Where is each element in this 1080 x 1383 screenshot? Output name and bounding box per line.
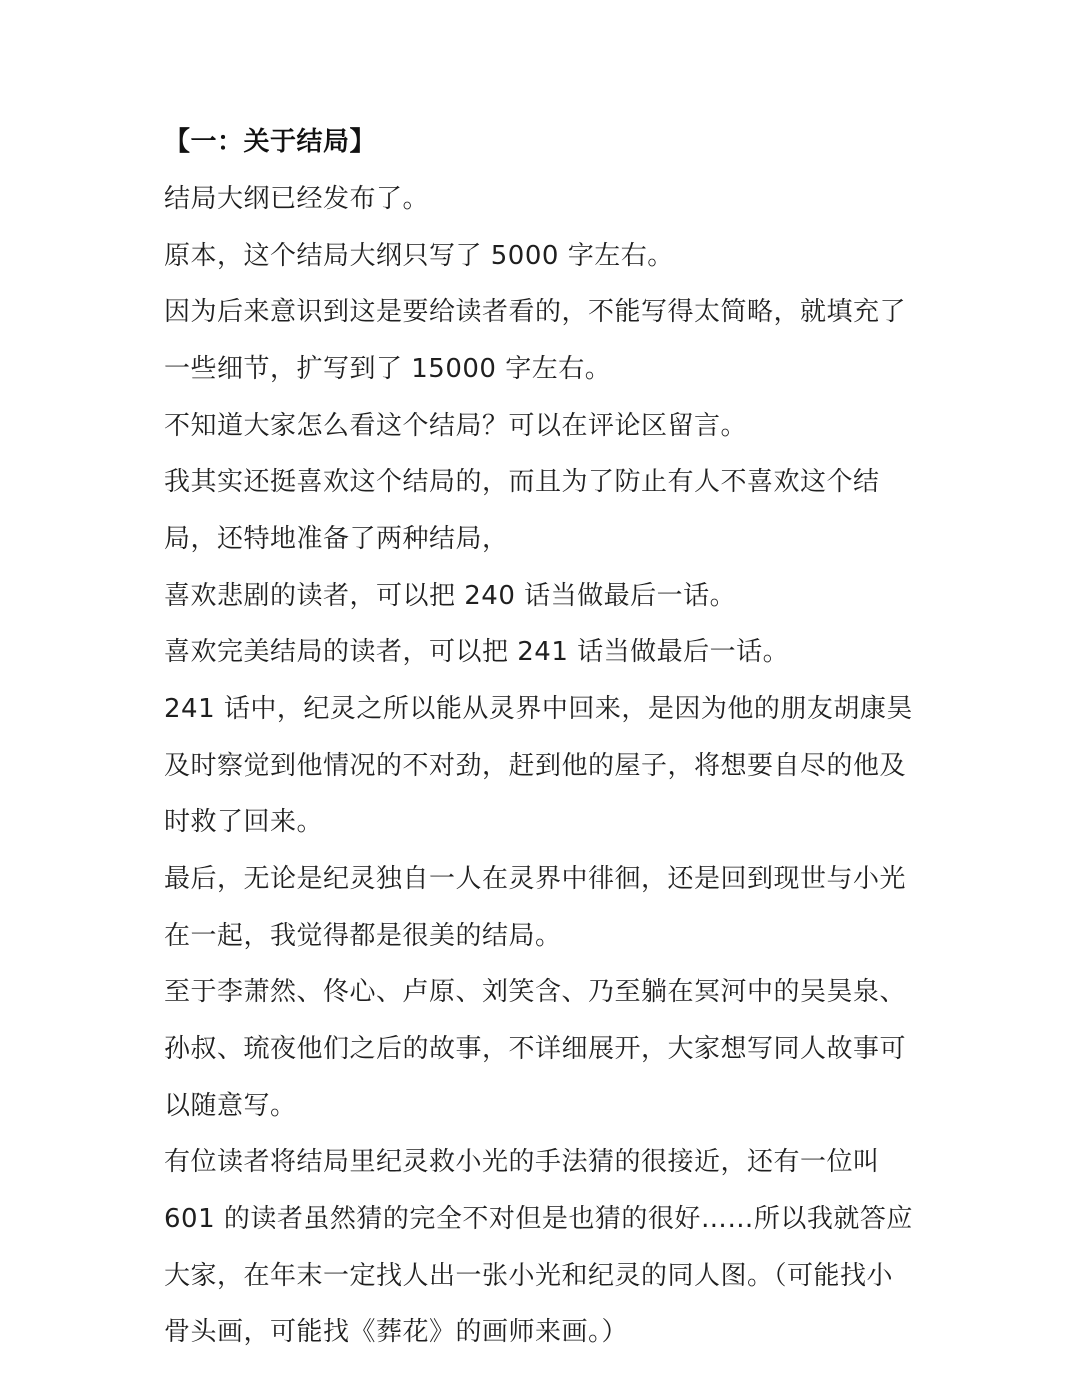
text-line: 喜欢悲剧的读者，可以把 240 话当做最后一话。: [164, 581, 737, 611]
text-line: 以随意写。: [164, 1091, 297, 1121]
text-line: 结局大纲已经发布了。: [164, 184, 430, 214]
text-line: 及时察觉到他情况的不对劲，赶到他的屋子，将想要自尽的他及: [164, 751, 907, 781]
text-line: 不知道大家怎么看这个结局？可以在评论区留言。: [164, 411, 748, 441]
text-line: 时救了回来。: [164, 807, 324, 837]
text-line: 骨头画，可能找《葬花》的画师来画。）: [164, 1317, 629, 1347]
text-line: 大家，在年末一定找人出一张小光和纪灵的同人图。（可能找小: [164, 1261, 894, 1291]
text-line: 喜欢完美结局的读者，可以把 241 话当做最后一话。: [164, 637, 790, 667]
text-line: 601 的读者虽然猜的完全不对但是也猜的很好……所以我就答应: [164, 1204, 913, 1234]
text-line: 因为后来意识到这是要给读者看的，不能写得太简略，就填充了: [164, 297, 907, 327]
section-heading: 【一：关于结局】: [164, 127, 377, 157]
text-line: 孙叔、琉夜他们之后的故事，不详细展开，大家想写同人故事可: [164, 1034, 907, 1064]
text-line: 有位读者将结局里纪灵救小光的手法猜的很接近，还有一位叫: [164, 1147, 880, 1177]
text-line: 至于李萧然、佟心、卢原、刘笑含、乃至躺在冥河中的吴昊泉、: [164, 977, 907, 1007]
text-line: 在一起，我觉得都是很美的结局。: [164, 921, 562, 951]
text-line: 我其实还挺喜欢这个结局的，而且为了防止有人不喜欢这个结: [164, 467, 880, 497]
text-line: 最后，无论是纪灵独自一人在灵界中徘徊，还是回到现世与小光: [164, 864, 907, 894]
text-line: 241 话中，纪灵之所以能从灵界中回来，是因为他的朋友胡康昊: [164, 694, 913, 724]
text-line: 一些细节，扩写到了 15000 字左右。: [164, 354, 612, 384]
text-line: 原本，这个结局大纲只写了 5000 字左右。: [164, 241, 674, 271]
text-line: 局，还特地准备了两种结局，: [164, 524, 509, 554]
